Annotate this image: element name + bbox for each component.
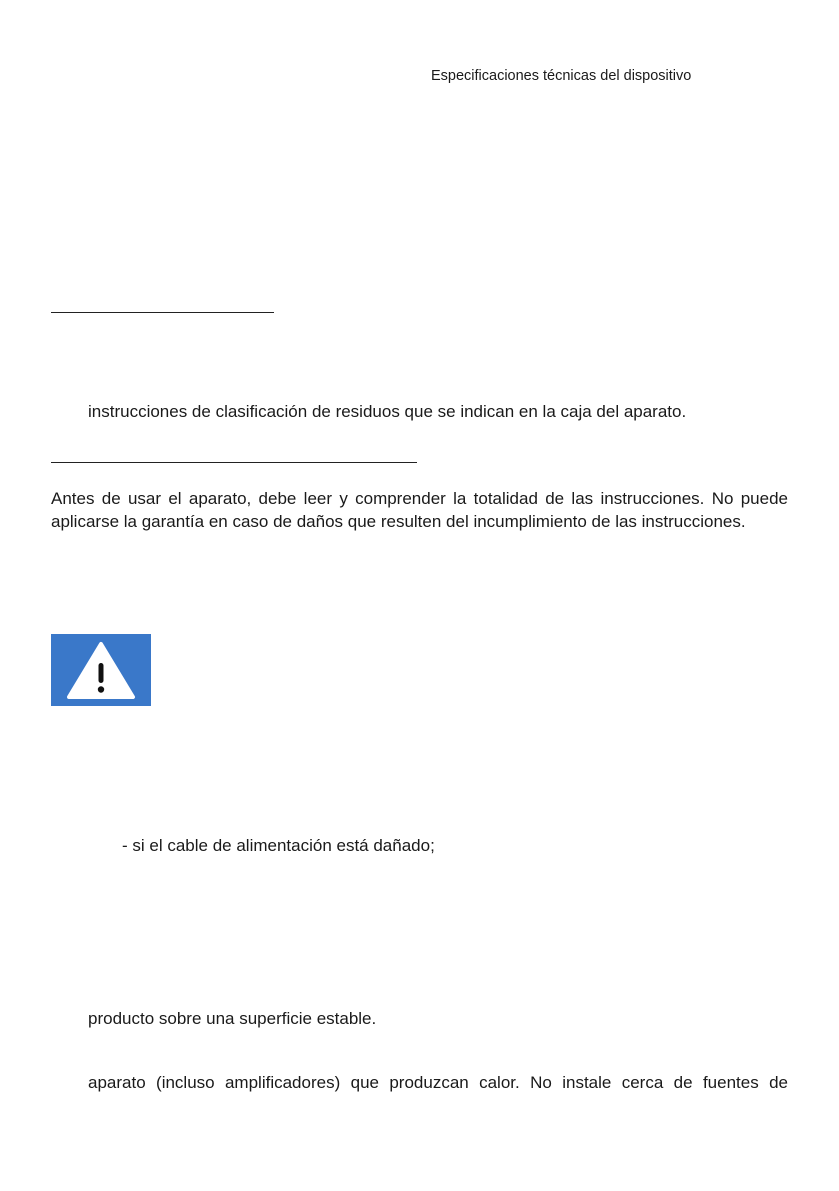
intro-paragraph-line-2: aplicarse la garantía en caso de daños que resulten del incumplimiento de las instrucciones. — [51, 512, 746, 531]
warning-triangle-icon — [51, 634, 151, 706]
header-title: Especificaciones técnicas del dispositivo — [431, 68, 692, 84]
intro-paragraph-line-1: Antes de usar el aparato, debe leer y comprender la totalidad de las instrucciones. No puede — [51, 489, 788, 508]
heat-sources-text: aparato (incluso amplificadores) que produzcan calor. No instale cerca de fuentes de — [88, 1073, 788, 1092]
sorting-instructions-text: instrucciones de clasificación de residuos que se indican en la caja del aparato. — [88, 402, 687, 421]
section-divider-top — [51, 312, 274, 313]
cable-warning-item: - si el cable de alimentación está dañado; — [122, 836, 435, 855]
stable-surface-text: producto sobre una superficie estable. — [88, 1009, 377, 1028]
warning-icon-box — [51, 634, 151, 706]
section-divider-middle — [51, 462, 417, 463]
